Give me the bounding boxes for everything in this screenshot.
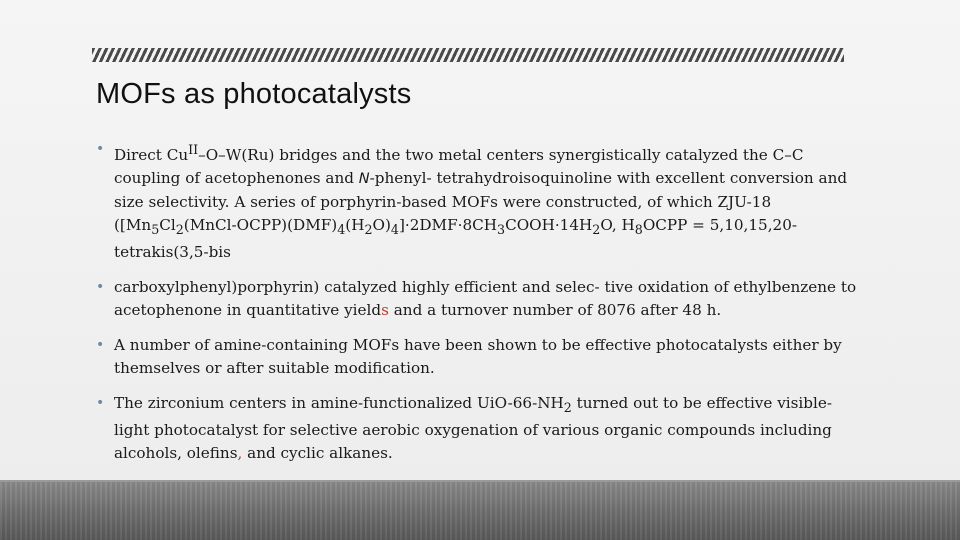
decorative-hatched-rule [92, 48, 844, 62]
bullet-item-porphyrin-oxidation [96, 276, 866, 322]
bullet-text: O) [372, 216, 391, 235]
subscript: 5 [151, 222, 160, 238]
bullet-text: Direct Cu [114, 146, 189, 165]
superscript: II [188, 142, 199, 157]
highlighted-text: s [381, 301, 389, 320]
subscript: 4 [390, 222, 399, 238]
bullet-list [96, 138, 866, 465]
bullet-text: O, H [600, 216, 635, 235]
subscript: 3 [497, 222, 506, 238]
bullet-item-cu-catalysis [96, 138, 866, 264]
bullet-text: A number of amine-containing MOFs have been shown to be effective photocatalysts either by themselves or after suitable modification. [114, 336, 842, 378]
slide-title: MOFs as photocatalysts [96, 78, 412, 110]
bullet-text: OCPP = 5,10,15,20-tetrakis(3,5-bis [114, 216, 797, 262]
subscript: 2 [175, 222, 184, 238]
bullet-text: –O–W(Ru) bridges and the two metal centers synergistically catalyzed the C–C coupling of acetophenones and [114, 146, 804, 188]
subscript: 2 [592, 222, 601, 238]
bullet-text: and a turnover number of 8076 after 48 h. [388, 301, 722, 320]
bullet-text: COOH·14H [505, 216, 593, 235]
subscript: 4 [337, 222, 346, 238]
bullet-text: (MnCl-OCPP)(DMF) [183, 216, 338, 235]
bullet-text: -phenyl- tetrahydroisoquinoline with excellent conversion and size selectivity. A series of porphyrin-based MOFs were constructed, of which ZJU-18 ([Mn [114, 169, 848, 235]
subscript: 2 [364, 222, 373, 238]
highlighted-text: , [237, 444, 243, 463]
decorative-footer-band [0, 482, 960, 540]
subscript: 2 [563, 400, 572, 416]
bullet-item-amine-mofs [96, 334, 866, 380]
bullet-text: carboxylphenyl)porphyrin) catalyzed highly efficient and selec- tive oxidation of ethylbenzene to acetophenone in quantitative yield [114, 278, 857, 320]
bullet-item-zirconium-uio66 [96, 392, 866, 465]
bullet-text: Cl [159, 216, 176, 235]
bullet-text: turned out to be effective visible-light photocatalyst for selective aerobic oxygenation of various organic compounds including alcohols, olefins [114, 394, 832, 463]
italic-text: N [358, 171, 370, 188]
bullet-text: and cyclic alkanes. [242, 444, 393, 463]
subscript: 8 [634, 222, 643, 238]
bullet-text: The zirconium centers in amine-functionalized UiO-66-NH [114, 394, 564, 413]
bullet-text: ]·2DMF·8CH [398, 216, 498, 235]
bullet-text: (H [345, 216, 365, 235]
